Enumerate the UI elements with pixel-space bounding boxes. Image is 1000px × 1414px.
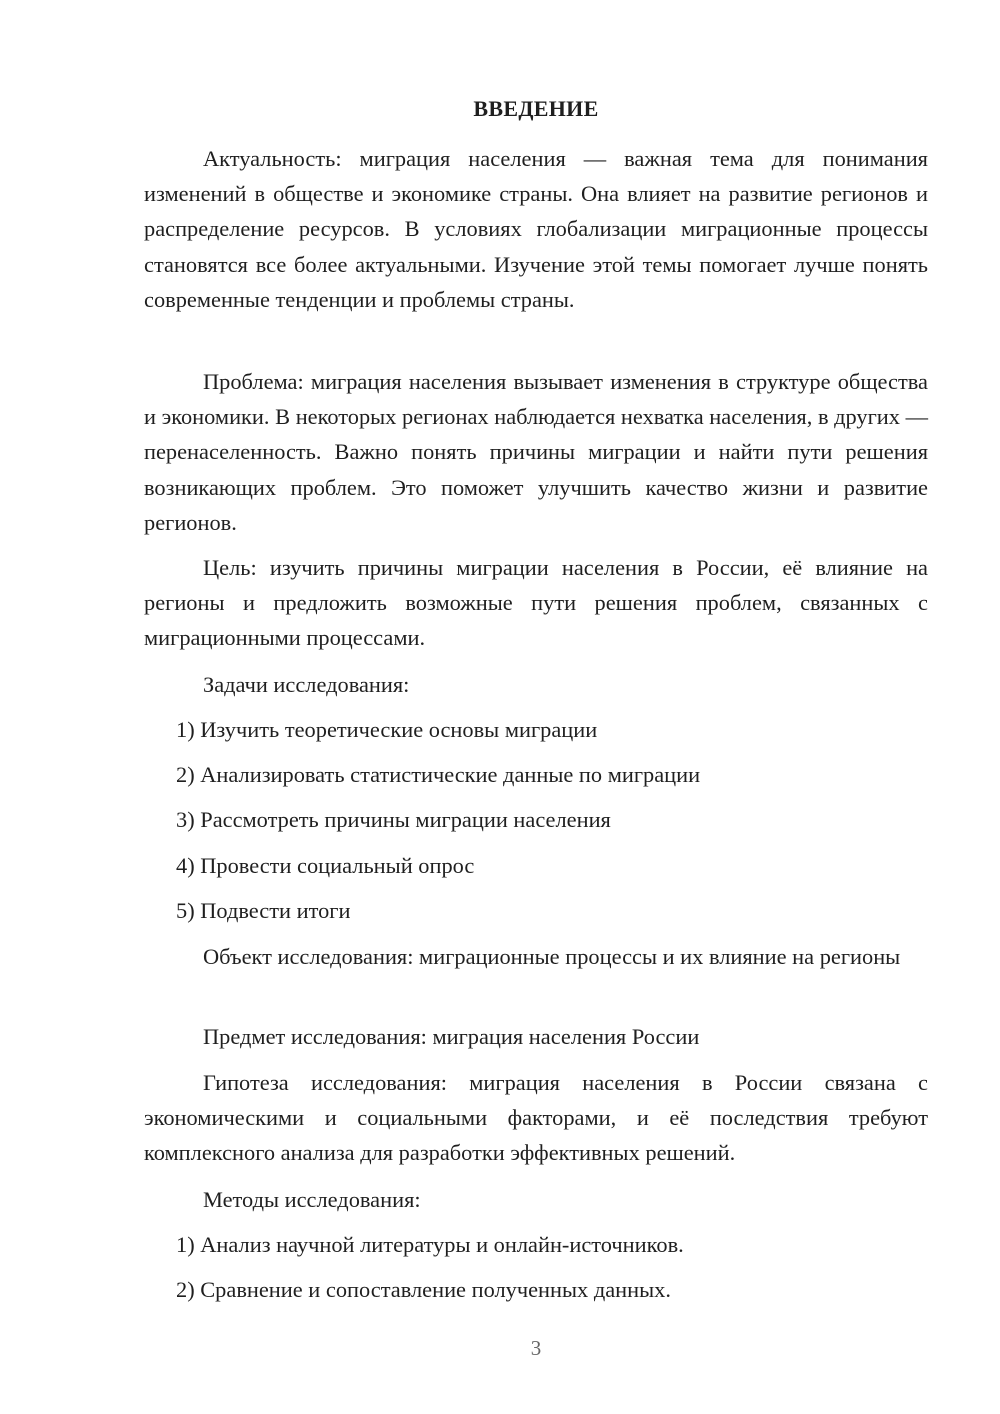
- task-item-4: 4) Провести социальный опрос: [176, 853, 475, 878]
- task-item-3: 3) Рассмотреть причины миграции населения: [176, 807, 611, 832]
- goal-paragraph: Цель: изучить причины миграции населения в России, её влияние на регионы и предложить возможные пути решения проблем, связанных с миграционными процессами.: [144, 555, 928, 651]
- method-item-2: 2) Сравнение и сопоставление полученных данных.: [176, 1277, 671, 1302]
- task-item-2: 2) Анализировать статистические данные по миграции: [176, 762, 701, 787]
- section-heading: ВВЕДЕНИЕ: [473, 96, 599, 121]
- hypothesis-paragraph: Гипотеза исследования: миграция населения в России связана с экономическими и социальными факторами, и её последствия требуют комплексного анализа для разработки эффективных решений.: [144, 1070, 928, 1166]
- task-item-5: 5) Подвести итоги: [176, 898, 351, 923]
- page-number: 3: [530, 1336, 542, 1360]
- method-item-1: 1) Анализ научной литературы и онлайн-источников.: [176, 1232, 684, 1257]
- relevance-paragraph: Актуальность: миграция населения — важная тема для понимания изменений в обществе и экономике страны. Она влияет на развитие регионов и распределение ресурсов. В условиях глобализации миграционные процессы становятся все более актуальными. Изучение этой темы помогает лучше понять современные тенденции и проблемы страны.: [144, 146, 928, 312]
- subject-paragraph: Предмет исследования: миграция населения России: [203, 1024, 700, 1049]
- methods-title: Методы исследования:: [203, 1187, 421, 1212]
- problem-paragraph: Проблема: миграция населения вызывает изменения в структуре общества и экономики. В некоторых регионах наблюдается нехватка населения, в других — перенаселенность. Важно понять причины миграции и найти пути решения возникающих проблем. Это поможет улучшить качество жизни и развитие регионов.: [144, 369, 928, 535]
- task-item-1: 1) Изучить теоретические основы миграции: [176, 717, 598, 742]
- tasks-title: Задачи исследования:: [203, 672, 410, 697]
- object-paragraph: Объект исследования: миграционные процессы и их влияние на регионы: [203, 944, 901, 969]
